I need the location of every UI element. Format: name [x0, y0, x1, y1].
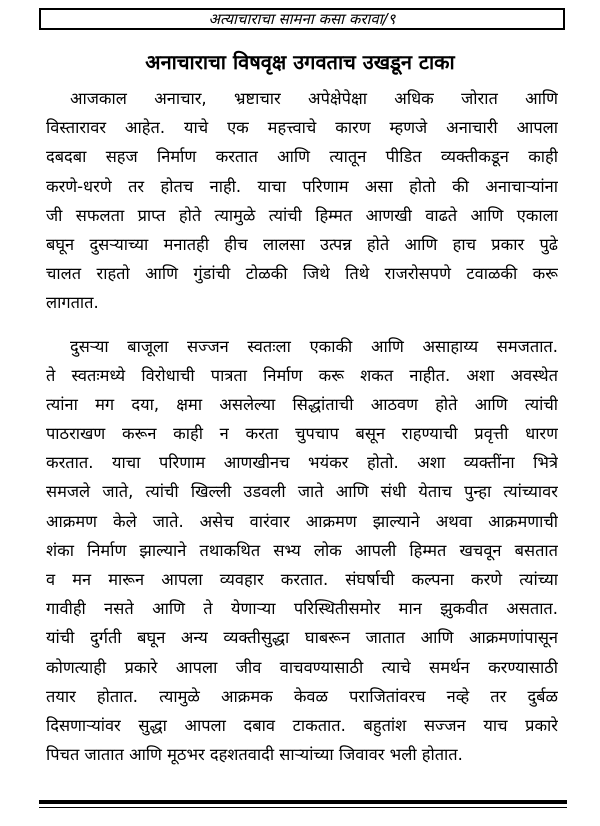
text-line: व मन मारून आपला व्यवहार करतात. संघर्षाची कल्पना करणे त्यांच्या	[46, 570, 558, 589]
footer-rule-thin	[39, 807, 567, 808]
text-line: गावीही नसते आणि ते येणाऱ्या परिस्थितीसमोर मान झुकवीत असतात.	[46, 599, 558, 619]
text-line: आक्रमण केले जाते. असेच वारंवार आक्रमण झाल्याने अथवा आक्रमणाची	[46, 511, 558, 531]
text-line: समजले जाते, त्यांची खिल्ली उडवली जाते आणि संधी येताच पुन्हा त्यांच्यावर	[46, 482, 558, 502]
paragraph-1	[46, 84, 558, 318]
text-line: शंका निर्माण झाल्याने तथाकथित सभ्य लोक आपली हिम्मत खचवून बसतात	[46, 540, 558, 560]
footer-rule-thick	[39, 800, 567, 804]
article-title: अनाचाराचा विषवृक्ष उगवताच उखडून टाका	[145, 50, 455, 74]
text-line: तयार होतात. त्यामुळे आक्रमक केवळ पराजितांवरच नव्हे तर दुर्बळ	[46, 686, 558, 706]
text-line: जी सफलता प्राप्त होते त्यामुळे त्यांची हिम्मत आणखी वाढते आणि एकाला	[46, 205, 558, 225]
paragraph-2	[46, 332, 558, 770]
text-line: यांची दुर्गती बघून अन्य व्यक्तीसुद्धा घाबरून जातात आणि आक्रमणांपासून	[46, 628, 558, 648]
text-line: बघून दुसऱ्याच्या मनातही हीच लालसा उत्पन्न होते आणि हाच प्रकार पुढे	[46, 234, 558, 254]
running-header-text: अत्याचाराचा सामना कसा करावा/९	[208, 10, 396, 28]
text-line: करणे-धरणे तर होतच नाही. याचा परिणाम असा होतो की अनाचाऱ्यांना	[46, 176, 558, 196]
text-line: करतात. याचा परिणाम आणखीनच भयंकर होतो. अशा व्यक्तींना भित्रे	[46, 453, 558, 473]
text-line: दिसणाऱ्यांवर सुद्धा आपला दबाव टाकतात. बहुतांश सज्जन याच प्रकारे	[46, 715, 558, 735]
text-line: दबदबा सहज निर्माण करतात आणि त्यातून पीडित व्यक्तीकडून काही	[46, 147, 558, 167]
text-line: पिचत जातात आणि मूठभर दहशतवादी साऱ्यांच्या जिवावर भली होतात.	[46, 745, 463, 765]
text-line: त्यांना मग दया, क्षमा असलेल्या सिद्धांताची आठवण होते आणि त्यांची	[46, 394, 558, 414]
article-body	[46, 84, 558, 769]
text-line: कोणत्याही प्रकारे आपला जीव वाचवण्यासाठी त्याचे समर्थन करण्यासाठी	[46, 657, 558, 677]
text-line: आजकाल अनाचार, भ्रष्टाचार अपेक्षेपेक्षा अधिक जोरात आणि	[70, 89, 558, 108]
text-line: लागतात.	[46, 293, 99, 313]
running-header	[39, 8, 565, 30]
text-line: ते स्वतःमध्ये विरोधाची पात्रता निर्माण करू शकत नाहीत. अशा अवस्थेत	[46, 365, 558, 385]
text-line: पाठराखण करून काही न करता चुपचाप बसून राहण्याची प्रवृत्ती धारण	[46, 424, 558, 444]
text-line: विस्तारावर आहेत. याचे एक महत्त्वाचे कारण म्हणजे अनाचारी आपला	[46, 118, 558, 138]
text-line: दुसऱ्या बाजूला सज्जन स्वतःला एकाकी आणि असाहाय्य समजतात.	[70, 336, 558, 356]
text-line: चालत राहतो आणि गुंडांची टोळकी जिथे तिथे राजरोसपणे टवाळकी करू	[46, 264, 558, 284]
